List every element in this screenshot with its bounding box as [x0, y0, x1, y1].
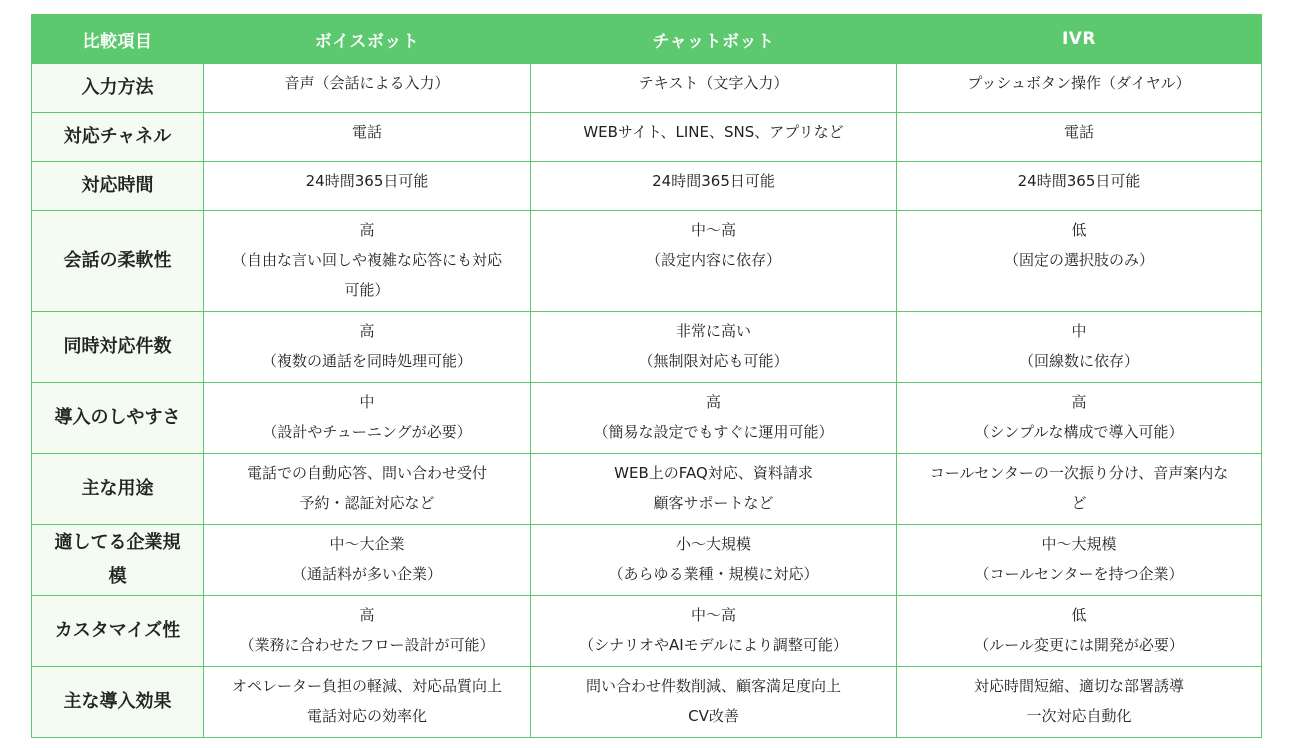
cell-text: 高 [359, 606, 375, 624]
cell-text: WEB上のFAQ対応、資料請求 [614, 464, 813, 482]
cell-text: 高 [359, 322, 375, 340]
cell-text: 非常に高い [675, 322, 751, 340]
cell-text: プッシュボタン操作（ダイヤル） [967, 74, 1191, 92]
cell-text: 中 [1071, 322, 1087, 340]
cell-text: オペレーター負担の軽減、対応品質向上 [231, 677, 502, 695]
cell-text: WEBサイト、LINE、SNS、アプリなど [583, 123, 844, 141]
cell-text: 音声（会話による入力） [284, 74, 450, 92]
cell-voicebot [204, 525, 531, 596]
table-row [32, 454, 1262, 525]
cell-text: 中～高 [690, 606, 736, 624]
cell-text: テキスト（文字入力） [638, 74, 789, 92]
cell-text: ど [1071, 494, 1087, 512]
cell-text: （固定の選択肢のみ） [1003, 251, 1154, 269]
cell-text: 中 [359, 393, 375, 411]
cell-text: 電話 [1063, 123, 1094, 141]
header-row [32, 15, 1262, 64]
cell-ivr [897, 596, 1262, 667]
row-label-flexibility: 会話の柔軟性 [32, 211, 204, 312]
row-label-input-method: 入力方法 [32, 64, 204, 113]
comparison-table-container [31, 14, 1261, 738]
table-row [32, 596, 1262, 667]
table-row [32, 162, 1262, 211]
table-row [32, 113, 1262, 162]
cell-text: 高 [705, 393, 721, 411]
table-row [32, 525, 1262, 596]
cell-text: 予約・認証対応など [299, 494, 435, 512]
table-row [32, 64, 1262, 113]
cell-text: 高 [1071, 393, 1087, 411]
cell-text: 低 [1071, 221, 1087, 239]
cell-text: 可能） [344, 281, 390, 299]
row-label-channel: 対応チャネル [32, 113, 204, 162]
header-chatbot: チャットボット [531, 15, 897, 64]
cell-chatbot [531, 454, 897, 525]
cell-ivr [897, 454, 1262, 525]
cell-chatbot [531, 64, 897, 113]
row-label-customizability: カスタマイズ性 [32, 596, 204, 667]
cell-text: （コールセンターを持つ企業） [974, 565, 1184, 583]
cell-text: （シンプルな構成で導入可能） [974, 423, 1184, 441]
cell-text: 中～大規模 [1041, 535, 1117, 553]
row-label-main-uses: 主な用途 [32, 454, 204, 525]
table-row [32, 667, 1262, 738]
cell-ivr [897, 211, 1262, 312]
cell-text: 中～大企業 [329, 535, 405, 553]
cell-chatbot [531, 525, 897, 596]
cell-chatbot [531, 312, 897, 383]
cell-text: （簡易な設定でもすぐに運用可能） [593, 423, 834, 441]
cell-chatbot [531, 667, 897, 738]
cell-ivr [897, 162, 1262, 211]
cell-text: 24時間365日可能 [652, 172, 775, 190]
header-ivr: IVR [897, 15, 1262, 64]
row-label-company-size [32, 525, 204, 596]
cell-voicebot [204, 383, 531, 454]
cell-text: （設計やチューニングが必要） [262, 423, 472, 441]
cell-text: （シナリオやAIモデルにより調整可能） [579, 636, 848, 654]
cell-chatbot [531, 162, 897, 211]
row-label-hours: 対応時間 [32, 162, 204, 211]
row-label-ease-of-adoption: 導入のしやすさ [32, 383, 204, 454]
cell-ivr [897, 312, 1262, 383]
cell-ivr [897, 667, 1262, 738]
cell-chatbot [531, 211, 897, 312]
cell-text: 中～高 [690, 221, 736, 239]
cell-text: 電話 [351, 123, 382, 141]
row-label-line: 適してる企業規 [54, 532, 181, 553]
cell-voicebot [204, 454, 531, 525]
table-row [32, 383, 1262, 454]
cell-voicebot [204, 667, 531, 738]
cell-text: CV改善 [688, 707, 739, 725]
cell-ivr [897, 113, 1262, 162]
cell-text: （無制限対応も可能） [638, 352, 789, 370]
row-label-main-effects: 主な導入効果 [32, 667, 204, 738]
cell-ivr [897, 64, 1262, 113]
cell-text: 低 [1071, 606, 1087, 624]
cell-voicebot [204, 596, 531, 667]
cell-text: 一次対応自動化 [1026, 707, 1132, 725]
cell-text: 24時間365日可能 [1017, 172, 1141, 190]
cell-text: （設定内容に依存） [645, 251, 781, 269]
cell-text: （自由な言い回しや複雑な応答にも対応 [231, 251, 502, 269]
cell-chatbot [531, 596, 897, 667]
cell-ivr [897, 383, 1262, 454]
cell-text: 高 [359, 221, 375, 239]
header-voicebot: ボイスボット [204, 15, 531, 64]
header-comparison-item: 比較項目 [32, 15, 204, 64]
cell-text: （業務に合わせたフロー設計が可能） [239, 636, 495, 654]
cell-text: （複数の通話を同時処理可能） [261, 352, 472, 370]
cell-text: （回線数に依存） [1018, 352, 1139, 370]
row-label-line: 模 [108, 566, 127, 587]
cell-text: コールセンターの一次振り分け、音声案内な [929, 464, 1229, 482]
cell-chatbot [531, 113, 897, 162]
comparison-table [31, 14, 1262, 738]
cell-voicebot [204, 312, 531, 383]
cell-voicebot [204, 64, 531, 113]
cell-text: 対応時間短縮、適切な部署誘導 [973, 677, 1184, 695]
cell-ivr [897, 525, 1262, 596]
cell-text: 電話での自動応答、問い合わせ受付 [246, 464, 487, 482]
cell-text: 電話対応の効率化 [306, 707, 427, 725]
cell-text: 24時間365日可能 [305, 172, 429, 190]
row-label-concurrency: 同時対応件数 [32, 312, 204, 383]
cell-text: 小～大規模 [675, 535, 751, 553]
cell-text: （ルール変更には開発が必要） [974, 636, 1184, 654]
cell-text: 問い合わせ件数削減、顧客満足度向上 [585, 677, 841, 695]
cell-voicebot [204, 162, 531, 211]
cell-voicebot [204, 211, 531, 312]
cell-chatbot [531, 383, 897, 454]
table-row [32, 211, 1262, 312]
cell-text: （通話料が多い企業） [291, 565, 442, 583]
cell-text: （あらゆる業種・規模に対応） [608, 565, 819, 583]
cell-voicebot [204, 113, 531, 162]
cell-text: 顧客サポートなど [653, 494, 774, 512]
table-row [32, 312, 1262, 383]
